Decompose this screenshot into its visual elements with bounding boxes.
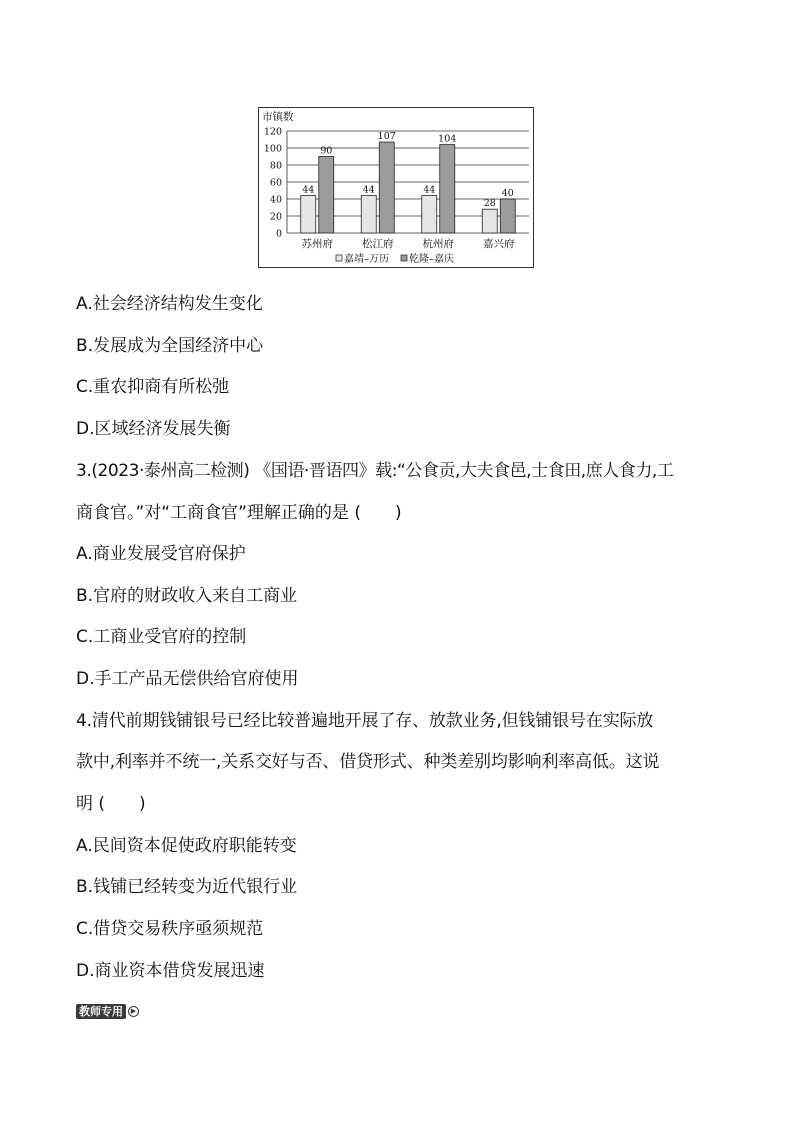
y-tick-label: 20 (269, 211, 282, 223)
y-tick-label: 60 (269, 177, 282, 189)
bar (482, 209, 497, 233)
y-tick-label: 100 (263, 143, 282, 155)
q3-option-b: B.官府的财政收入来自工商业 (76, 586, 298, 606)
bar (379, 142, 394, 233)
bar-value-label: 107 (377, 131, 396, 143)
bar-chart-svg (259, 108, 535, 269)
bar (500, 199, 515, 233)
bar (301, 196, 316, 233)
legend-swatch (336, 255, 342, 261)
y-tick-label: 40 (269, 194, 282, 206)
bar (440, 145, 455, 233)
q2-option-c: C.重农抑商有所松弛 (76, 377, 230, 397)
bar-value-label: 90 (320, 145, 333, 157)
play-circle-icon: ▶ (128, 1006, 139, 1017)
x-tick-label: 苏州府 (301, 238, 333, 250)
y-tick-label: 80 (269, 160, 282, 172)
x-tick-label: 松江府 (362, 238, 394, 250)
bar-chart (258, 107, 534, 268)
y-tick-label: 0 (275, 228, 282, 240)
q2-option-a: A.社会经济结构发生变化 (76, 294, 263, 314)
teacher-only-label: 教师专用 (76, 1004, 126, 1019)
x-tick-label: 杭州府 (422, 238, 454, 250)
q4-option-b: B.钱铺已经转变为近代银行业 (76, 877, 298, 897)
legend-label: 乾隆–嘉庆 (409, 254, 454, 265)
teacher-only-badge[interactable] (76, 1004, 139, 1019)
legend-swatch (401, 255, 407, 261)
legend-label: 嘉靖–万历 (344, 254, 389, 265)
q3-stem-line-1: 3.(2023·泰州高二检测) 《国语·晋语四》载:“公食贡,大夫食邑,士食田,庶人食力,工 (76, 461, 674, 481)
q4-stem-line-3: 明 ( ) (76, 794, 146, 814)
q3-option-c: C.工商业受官府的控制 (76, 627, 247, 647)
q3-option-a: A.商业发展受官府保护 (76, 544, 246, 564)
q4-option-a: A.民间资本促使政府职能转变 (76, 836, 297, 856)
bar (361, 196, 376, 233)
q4-stem-line-1: 4.清代前期钱铺银号已经比较普遍地开展了存、放款业务,但钱铺银号在实际放 (76, 711, 654, 731)
q3-option-d: D.手工产品无偿供给官府使用 (76, 669, 299, 689)
bar-value-label: 44 (423, 184, 436, 196)
bar (422, 196, 437, 233)
bar-value-label: 28 (483, 198, 496, 210)
q4-option-d: D.商业资本借贷发展迅速 (76, 961, 265, 981)
y-tick-label: 120 (263, 126, 282, 138)
bar-value-label: 104 (438, 133, 457, 145)
q2-option-d: D.区域经济发展失衡 (76, 419, 231, 439)
bar-value-label: 44 (362, 184, 375, 196)
q2-option-b: B.发展成为全国经济中心 (76, 336, 264, 356)
x-tick-label: 嘉兴府 (483, 238, 515, 250)
bar (319, 157, 334, 234)
y-axis-title: 市镇数 (262, 111, 294, 123)
q3-stem-line-2: 商食官。”对“工商食官”理解正确的是 ( ) (76, 503, 402, 523)
bar-value-label: 40 (501, 188, 514, 199)
bar-value-label: 44 (302, 184, 315, 196)
q4-stem-line-2: 款中,利率并不统一,关系交好与否、借贷形式、种类差别均影响利率高低。这说 (76, 752, 660, 772)
q4-option-c: C.借贷交易秩序亟须规范 (76, 919, 264, 939)
